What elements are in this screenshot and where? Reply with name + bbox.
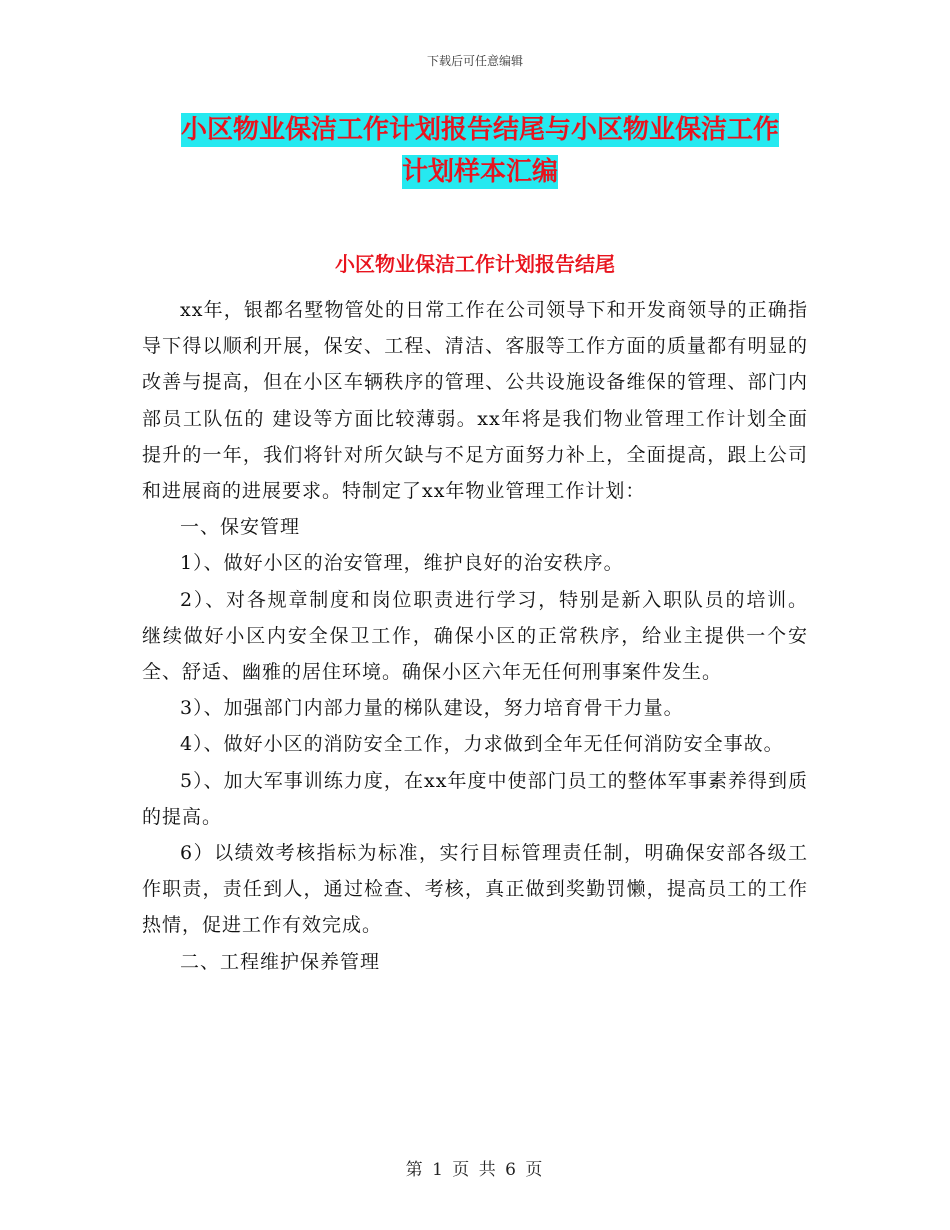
page-header: 下载后可任意编辑 <box>426 54 523 68</box>
section-heading-engineering: 二、工程维护保养管理 <box>180 950 381 973</box>
list-item: 3）、加强部门内部力量的梯队建设，努力培育骨干力量。 <box>180 697 684 720</box>
section-heading: 小区物业保洁工作计划报告结尾 <box>335 252 615 276</box>
list-item: 4）、做好小区的消防安全工作，力求做到全年无任何消防安全事故。 <box>180 733 784 756</box>
list-item: 1）、做好小区的治安管理，维护良好的治安秩序。 <box>180 552 624 575</box>
document-body <box>142 292 808 980</box>
paragraph-intro: xx年，银都名墅物管处的日常工作在公司领导下和开发商领导的正确指导下得以顺利开展，保安、工程、清洁、客服等工作方面的质量都有明显的改善与提高，但在小区车辆秩序的管理、公共设施设备维保的管理、部门内部员工队伍的 建设等方面比较薄弱。xx年将是我们物业管理工作计划全面提升的一年，我们将针对所欠缺与不足方面努力补上，全面提高，跟上公司和进展商的进展要求。特制定了xx年物业管理工作计划： <box>142 299 808 503</box>
title-line-1: 小区物业保洁工作计划报告结尾与小区物业保洁工作 <box>180 115 779 145</box>
document-title <box>140 109 820 193</box>
list-item: 2）、对各规章制度和岗位职责进行学习，特别是新入职队员的培训。 继续做好小区内安全保卫工作，确保小区的正常秩序，给业主提供一个安全、舒适、幽雅的居住环境。确保小区六年无任何刑事案件发生。 <box>142 588 808 684</box>
page-number-footer: 第 1 页 共 6 页 <box>405 1160 545 1180</box>
title-line-2: 计划样本汇编 <box>401 157 558 187</box>
list-item: 5）、加大军事训练力度，在xx年度中使部门员工的整体军事素养得到质的提高。 <box>142 769 808 828</box>
section-heading-security: 一、保安管理 <box>180 516 301 539</box>
list-item: 6）以绩效考核指标为标准，实行目标管理责任制，明确保安部各级工作职责，责任到人，通过检查、考核，真正做到奖勤罚懒，提高员工的工作热情，促进工作有效完成。 <box>142 842 808 937</box>
